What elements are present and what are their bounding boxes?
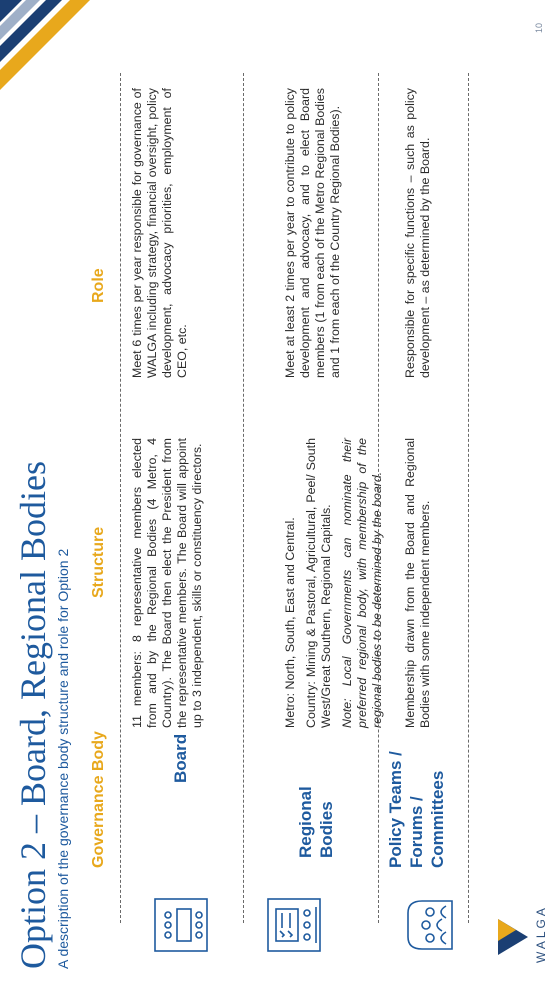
page-number: 10 [534,22,544,33]
team-forum-icon [400,897,456,953]
regional-bodies-structure [283,438,391,728]
column-header-governance-body: Governance Body [90,731,107,868]
checklist-group-icon [266,897,322,953]
governance-body-regional-bodies: Regional Bodies [296,786,336,858]
board-meeting-icon [153,897,209,953]
board-structure: 11 members: 8 representative members elected from and by the Regional Bodies (4 Metro, 4 Country). The Board then elect the President from the representative members. The Board will appoint up to 3 independent, skills or constituency directors. [130,438,204,728]
row-divider [378,73,379,923]
regional-bodies-role: Meet at least 2 times per year to contribute to policy development and advocacy, and to elect Board members (1 from each of the Metro Regional Bodies and 1 from each of the Country Regional Bodies). [283,88,342,378]
row-divider [243,73,244,923]
structure-note: Note: Local Governments can nominate their preferred regional body, with membership of the regional bodies to be determined by the board. [340,438,384,728]
board-role: Meet 6 times per year responsible for governance of WALGA including strategy, financial oversight, policy development, advocacy priorities, employment of CEO, etc. [130,88,189,378]
policy-teams-structure: Membership drawn from the Board and Regional Bodies with some independent members. [403,438,432,728]
governance-body-board: Board [171,733,190,783]
structure-line: Metro: North, South, East and Central. [283,517,297,728]
row-divider [120,73,121,923]
corner-stripes-decoration [0,0,130,130]
policy-teams-role: Responsible for specific functions – such as policy development – as determined by the Board. [403,88,432,378]
row-divider [468,73,469,923]
column-header-structure: Structure [90,526,107,598]
page-subtitle: A description of the governance body structure and role for Option 2 [55,548,71,969]
page-title: Option 2 – Board, Regional Bodies [13,461,53,969]
governance-body-policy-teams: Policy Teams / Forums / Committees [386,751,447,868]
column-header-role: Role [90,268,107,303]
structure-line: Country: Mining & Pastoral, Agricultural, Peel/ South West/Great Southern, Regional Capitals. [304,438,333,728]
walga-logo-text: WALGA [534,905,548,963]
